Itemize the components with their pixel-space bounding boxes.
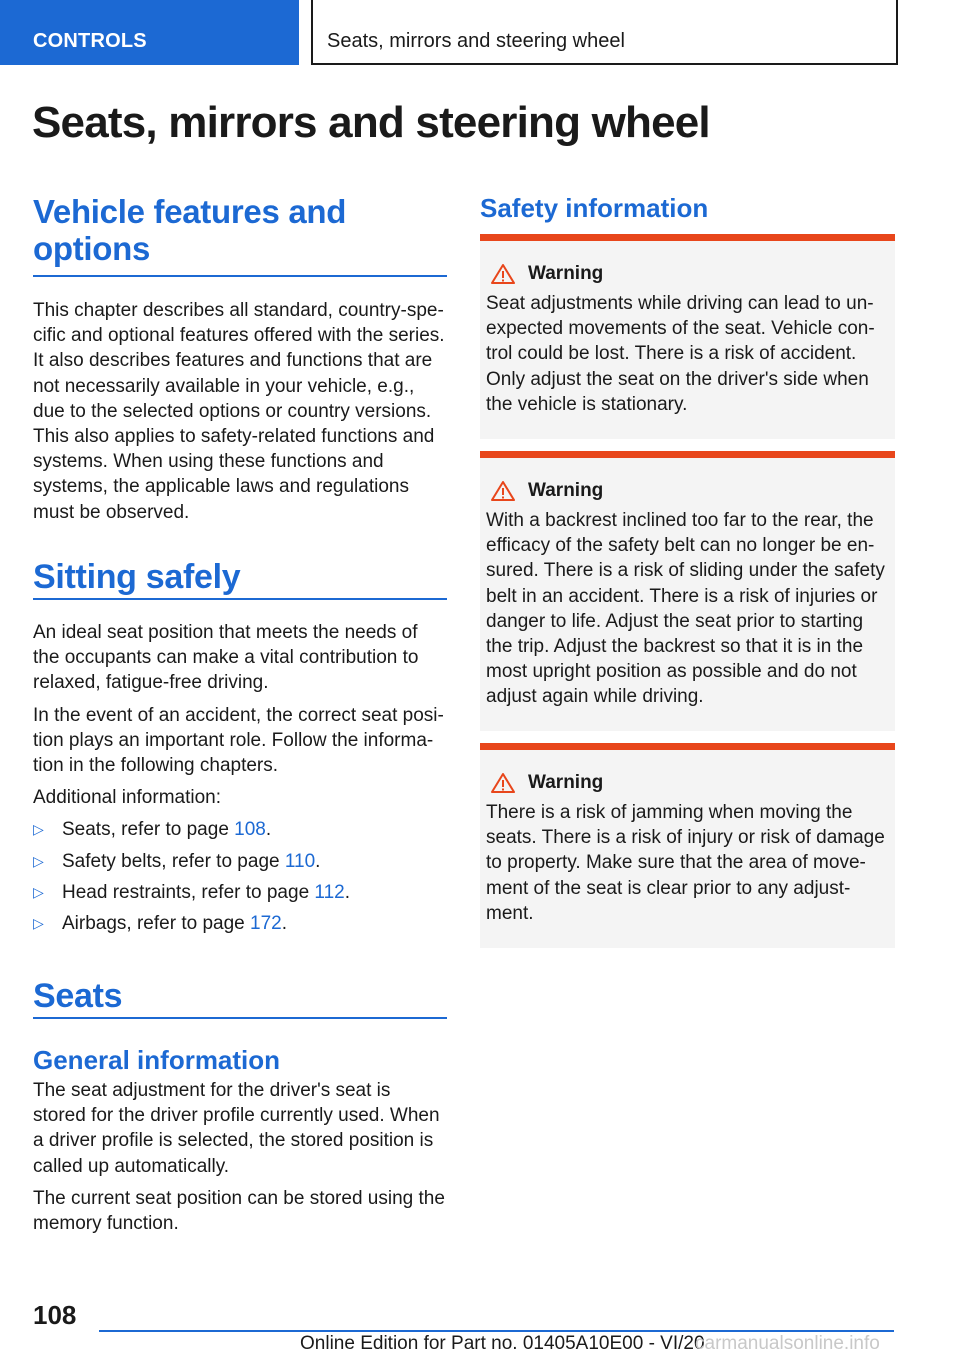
warning-triangle-icon (490, 263, 516, 285)
triangle-right-icon: ▷ (33, 915, 44, 932)
general-paragraph-2: The current seat position can be stored using the memory function. (33, 1187, 445, 1235)
triangle-right-icon: ▷ (33, 883, 44, 900)
sitting-heading: Sitting safely (33, 558, 241, 596)
watermark: carmanualsonline.info (695, 1333, 880, 1354)
page-link[interactable]: 108 (234, 819, 266, 841)
warning-triangle-icon (490, 772, 516, 794)
seats-section (33, 976, 447, 1236)
footer-rule (99, 1330, 894, 1332)
triangle-right-icon: ▷ (33, 852, 44, 869)
warning-box (480, 451, 895, 731)
warning-text: With a backrest inclined too far to the rear, the efficacy of the safety belt can no longer be ensured. There is a risk of sliding under the safety belt in an accident. There is a risk of injuries or danger to life. Adjust the seat prior to starting the trip. Adjust the backrest so that it is in the most upright position as possible and do not adjust again while driving. (486, 510, 885, 708)
page-title: Seats, mirrors and steering wheel (32, 98, 710, 147)
safety-info-heading: Safety information (480, 193, 709, 223)
list-item: ▷ Head restraints, refer to page 112. (33, 880, 447, 905)
footer-edition: Online Edition for Part no. 01405A10E00 - VI/20 (300, 1333, 705, 1354)
features-rule (33, 275, 447, 277)
general-paragraph-1: The seat adjustment for the driver's seat is stored for the driver profile currently used. When a driver profile is selected, the stored position is called up automatically. (33, 1080, 440, 1177)
header-chapter-tab[interactable] (311, 0, 898, 65)
page-number: 108 (33, 1300, 77, 1330)
sitting-paragraph-1: An ideal seat position that meets the needs of the occupants can make a vital contribution to relaxed, fatigue-free driving. (33, 622, 419, 694)
reference-list (33, 817, 447, 936)
header-chapter-label: Seats, mirrors and steering wheel (327, 30, 625, 52)
page-link[interactable]: 112 (314, 881, 345, 903)
warning-box (480, 234, 895, 439)
sitting-rule (33, 598, 447, 600)
warning-text: There is a risk of jamming when moving the seats. There is a risk of injury or risk of damage to property. Make sure that the area of movement of the seat is clear prior to any adjustment. (486, 802, 885, 924)
sitting-paragraph-2: In the event of an accident, the correct seat position plays an important role. Follow the information in the following chapters. (33, 704, 444, 777)
warning-text: Seat adjustments while driving can lead to unexpected movements of the seat. Vehicle control could be lost. There is a risk of accident. Only adjust the seat on the driver's side when the vehicle is stationary. (486, 293, 875, 415)
general-info-heading: General information (33, 1045, 281, 1075)
page-link[interactable]: 110 (284, 850, 316, 872)
sitting-section (33, 557, 447, 936)
features-heading: Vehicle features and options (33, 193, 347, 267)
list-item: ▷ Airbags, refer to page 172. (33, 911, 447, 936)
warning-title: Warning (528, 263, 604, 284)
triangle-right-icon: ▷ (33, 821, 44, 838)
warning-triangle-icon (490, 480, 516, 502)
header-section-tab[interactable] (0, 0, 299, 65)
left-column (33, 193, 447, 525)
features-body: This chapter describes all standard, country-specific and optional features offered with the series. It also describes features and functions that are not necessarily available in your vehicle, e.g., due to the selected options or country versions. This also applies to safety-related functions and systems. When using these functions and systems, the applicable laws and regulations must be observed. (33, 300, 445, 523)
page-link[interactable]: 172 (250, 913, 282, 935)
seats-rule (33, 1017, 447, 1019)
header-section-label: CONTROLS (33, 30, 147, 52)
list-item: ▷ Safety belts, refer to page 110. (33, 849, 447, 874)
seats-heading: Seats (33, 977, 123, 1015)
warning-title: Warning (528, 772, 604, 793)
warning-title: Warning (528, 480, 604, 501)
additional-info-label: Additional information: (33, 787, 221, 809)
list-item: ▷ Seats, refer to page 108. (33, 817, 447, 842)
warning-box (480, 743, 895, 948)
